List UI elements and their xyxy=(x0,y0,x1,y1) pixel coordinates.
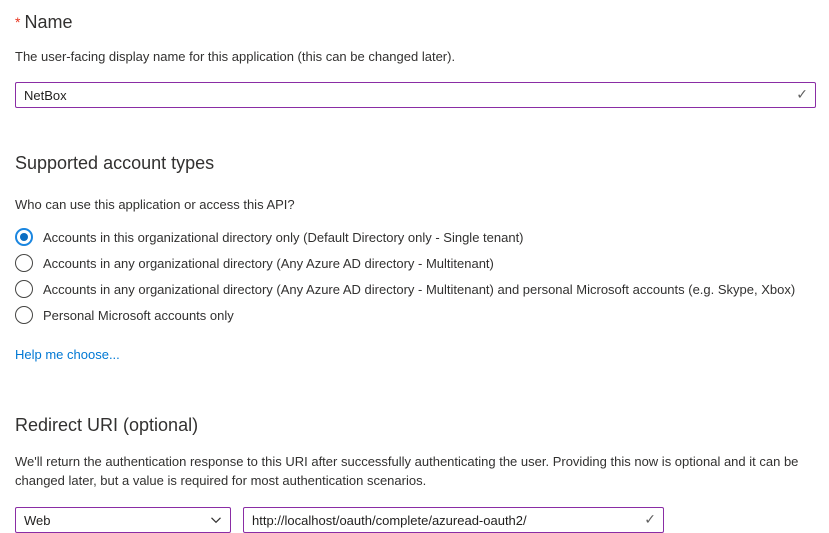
radio-unselected-icon[interactable] xyxy=(15,306,33,324)
redirect-uri-input[interactable] xyxy=(243,507,664,533)
radio-option-personal-only[interactable] xyxy=(15,302,815,328)
radio-option-multitenant-personal[interactable] xyxy=(15,276,815,302)
checkmark-icon: ✓ xyxy=(644,510,656,527)
radio-option-single-tenant[interactable] xyxy=(15,224,815,250)
redirect-uri-description: We'll return the authentication response to this URI after successfully authenticating the user. Providing this now is optional and it can be changed later, but a value is required for most authentication scenarios. xyxy=(15,454,799,488)
account-types-title: Supported account types xyxy=(15,153,215,173)
name-description: The user-facing display name for this application (this can be changed later). xyxy=(15,49,456,64)
radio-option-label: Personal Microsoft accounts only xyxy=(43,307,234,323)
redirect-uri-title: Redirect URI (optional) xyxy=(15,415,199,435)
radio-unselected-icon[interactable] xyxy=(15,254,33,272)
required-asterisk: * xyxy=(15,14,21,30)
name-title-text: Name xyxy=(24,12,73,32)
platform-select[interactable] xyxy=(15,507,231,533)
radio-selected-icon[interactable] xyxy=(15,228,33,246)
radio-option-label: Accounts in any organizational directory (Any Azure AD directory - Multitenant) and personal Microsoft accounts (e.g. Skype, Xbox) xyxy=(43,281,796,297)
help-me-choose-link[interactable]: Help me choose... xyxy=(15,347,120,362)
radio-unselected-icon[interactable] xyxy=(15,280,33,298)
radio-option-label: Accounts in this organizational directory only (Default Directory only - Single tenant) xyxy=(43,229,524,245)
name-field-container xyxy=(15,82,816,108)
checkmark-icon: ✓ xyxy=(796,85,808,102)
account-type-radio-group xyxy=(15,224,815,328)
name-input[interactable] xyxy=(15,82,816,108)
redirect-uri-field-container xyxy=(243,507,664,533)
name-section-title xyxy=(15,10,815,34)
account-types-question: Who can use this application or access this API? xyxy=(15,197,295,212)
radio-option-label: Accounts in any organizational directory (Any Azure AD directory - Multitenant) xyxy=(43,255,494,271)
platform-select-value: Web xyxy=(24,512,51,528)
radio-option-multitenant[interactable] xyxy=(15,250,815,276)
chevron-down-icon xyxy=(210,514,222,526)
redirect-uri-controls xyxy=(15,507,815,533)
